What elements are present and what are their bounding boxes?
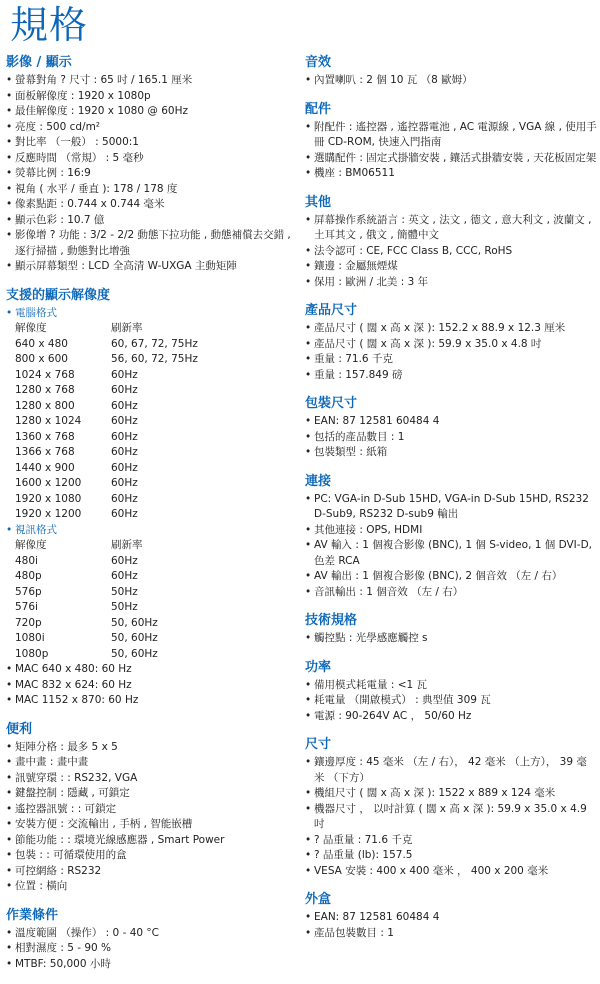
section-heading: 技術規格 (305, 613, 358, 628)
section-technical-specs (305, 612, 597, 647)
spec-item: • 顯示色彩 : 10.7 億 (6, 213, 294, 229)
table-row (15, 414, 198, 430)
cell-refresh: 50, 60Hz (111, 647, 158, 660)
spec-item: • 音訊輸出 : 1 個音效 （左 / 右） (305, 585, 597, 601)
cell-refresh: 50Hz (111, 585, 138, 598)
spec-item: • 溫度範圍 （操作） : 0 - 40 °C (6, 926, 294, 942)
section-misc (305, 194, 597, 291)
section-supported-resolutions (6, 287, 294, 709)
cell-resolution: 480i (15, 554, 38, 567)
cell-refresh: 60Hz (111, 384, 138, 396)
section-dimensions (305, 736, 597, 879)
table-row (15, 507, 198, 523)
table-row (15, 352, 198, 368)
spec-item: • 面板解像度 : 1920 x 1080p (6, 89, 294, 105)
spec-item: • 法令認可 : CE, FCC Class B, CCC, RoHS (305, 244, 597, 260)
spec-item: • 螢幕對角 ? 尺寸 : 65 吋 / 165.1 厘米 (6, 73, 294, 89)
table-row (15, 430, 198, 446)
section-heading: 其他 (305, 194, 332, 210)
cell-resolution: 1600 x 1200 (15, 477, 82, 489)
spec-item: • 熒幕比例 : 16:9 (6, 166, 294, 182)
spec-item: • 電源 : 90-264V AC ， 50/60 Hz (305, 709, 597, 725)
cell-resolution: 1024 x 768 (15, 368, 75, 381)
cell-refresh: 60Hz (111, 446, 138, 458)
spec-item: • 對比率 （一般） : 5000:1 (6, 135, 294, 151)
table-row (15, 383, 198, 399)
pc-formats-label: • 電腦格式 (6, 306, 294, 322)
page-title: 規格 (10, 3, 89, 47)
section-heading: 連接 (305, 473, 332, 489)
table-row (15, 600, 158, 616)
pc-resolution-table (15, 321, 198, 523)
column-header: 解像度 (15, 322, 47, 334)
table-row (15, 445, 198, 461)
spec-item: • 鑲邊 : 金屬無煙煤 (305, 259, 597, 275)
table-row (15, 492, 198, 508)
spec-item: • 屏幕操作系統語言 : 英文 , 法文 , 德文 , 意大利文 , 波蘭文 , 土耳其文 , 俄文 , 簡體中文 (305, 213, 597, 244)
table-row (15, 647, 158, 663)
section-power (305, 659, 597, 725)
section-heading: 功率 (305, 659, 332, 675)
spec-item: • ? 品重量 (lb): 157.5 (305, 848, 597, 864)
spec-item: • 備用模式耗電量 : <1 瓦 (305, 678, 597, 694)
spec-item: • 相對濕度 : 5 - 90 % (6, 941, 294, 957)
spec-item: • MAC 832 x 624: 60 Hz (6, 678, 294, 694)
section-packaging (305, 395, 597, 461)
cell-refresh: 60Hz (111, 415, 138, 427)
section-heading: 便利 (6, 721, 33, 737)
section-audio (305, 54, 597, 89)
cell-refresh: 60Hz (111, 492, 138, 505)
spec-item: • 觸控點 : 光學感應觸控 s (305, 631, 597, 647)
cell-refresh: 60Hz (111, 399, 138, 412)
cell-refresh: 60Hz (111, 430, 138, 443)
table-row (15, 368, 198, 384)
spec-item: • 重量 : 71.6 千克 (305, 352, 597, 368)
spec-item: • 耗電量 （開啟模式） : 典型值 309 瓦 (305, 693, 597, 709)
spec-item: • 機座 : BM06511 (305, 166, 597, 182)
spec-item: • EAN: 87 12581 60484 4 (305, 910, 597, 926)
cell-resolution: 1366 x 768 (15, 446, 75, 458)
cell-refresh: 60Hz (111, 570, 138, 582)
video-resolution-table (15, 538, 158, 662)
cell-resolution: 640 x 480 (15, 337, 68, 350)
spec-item: • 亮度 : 500 cd/m² (6, 120, 294, 136)
spec-item: • 包裝 : : 可循環使用的盒 (6, 848, 294, 864)
cell-resolution: 720p (15, 616, 42, 629)
cell-resolution: 1280 x 1024 (15, 415, 82, 427)
spec-item: • 保用 : 歐洲 / 北美 : 3 年 (305, 275, 597, 291)
spec-item: • VESA 安裝 : 400 x 400 毫米 ， 400 x 200 毫米 (305, 864, 597, 880)
spec-item: • 可控網絡 : RS232 (6, 864, 294, 880)
section-heading: 影像 / 顯示 (6, 55, 72, 70)
spec-item: • 最佳解像度 : 1920 x 1080 @ 60Hz (6, 104, 294, 120)
section-outer-box (305, 891, 597, 941)
spec-item: • 鑲邊厚度 : 45 毫米 （左 / 右）， 42 毫米 （上方）， 39 毫米 （下方） (305, 755, 597, 786)
table-row (15, 337, 198, 353)
spec-item: • 重量 : 157.849 磅 (305, 368, 597, 384)
table-row (15, 554, 158, 570)
spec-item: • 遙控器訊號 : : 可鎖定 (6, 802, 294, 818)
spec-item: • 像素點距 : 0.744 x 0.744 毫米 (6, 197, 294, 213)
cell-resolution: 1440 x 900 (15, 461, 75, 474)
section-accessories (305, 101, 597, 182)
section-heading: 尺寸 (305, 737, 332, 752)
cell-resolution: 1360 x 768 (15, 430, 75, 443)
cell-resolution: 576p (15, 585, 42, 598)
cell-resolution: 1080p (15, 647, 49, 660)
section-heading: 包裝尺寸 (305, 396, 358, 411)
cell-resolution: 480p (15, 570, 42, 582)
spec-item: • 機器尺寸 ， 以吋計算 ( 闊 x 高 x 深 ): 59.9 x 35.0 x 4.9 吋 (305, 802, 597, 833)
section-product-dimensions (305, 302, 597, 383)
table-row (15, 461, 198, 477)
spec-item: • 產品尺寸 ( 闊 x 高 x 深 ): 152.2 x 88.9 x 12.3 厘米 (305, 321, 597, 337)
column-header: 解像度 (15, 539, 47, 551)
cell-refresh: 50, 60Hz (111, 632, 158, 644)
column-header: 刷新率 (111, 322, 143, 334)
table-row (15, 616, 158, 632)
section-heading: 支援的顯示解像度 (6, 287, 111, 303)
spec-item: • 顯示屏幕類型 : LCD 全高清 W-UXGA 主動矩陣 (6, 259, 294, 275)
cell-resolution: 1920 x 1080 (15, 492, 82, 505)
cell-refresh: 60, 67, 72, 75Hz (111, 337, 198, 350)
section-heading: 作業條件 (6, 907, 59, 923)
cell-refresh: 60Hz (111, 508, 138, 520)
table-header-row (15, 321, 198, 337)
section-connectivity (305, 473, 597, 601)
spec-item: • MTBF: 50,000 小時 (6, 957, 294, 973)
spec-item: • 訊號穿環 : : RS232, VGA (6, 771, 294, 787)
video-formats-label: • 視訊格式 (6, 523, 294, 539)
cell-refresh: 56, 60, 72, 75Hz (111, 353, 198, 365)
section-operating-conditions (6, 907, 294, 973)
cell-refresh: 60Hz (111, 477, 138, 489)
spec-item: • 鍵盤控制 : 隱藏 , 可鎖定 (6, 786, 294, 802)
spec-item: • 其他連接 : OPS, HDMI (305, 523, 597, 539)
table-row (15, 631, 158, 647)
spec-item: • 安裝方便 : 交流輸出 , 手柄 , 智能嵌槽 (6, 817, 294, 833)
spec-item: • 包裝類型 : 紙箱 (305, 445, 597, 461)
cell-resolution: 576i (15, 601, 38, 613)
cell-resolution: 800 x 600 (15, 353, 68, 365)
table-row (15, 399, 198, 415)
spec-item: • 視角 ( 水平 / 垂直 ): 178 / 178 度 (6, 182, 294, 198)
cell-resolution: 1080i (15, 632, 45, 644)
cell-refresh: 60Hz (111, 554, 138, 567)
cell-refresh: 50, 60Hz (111, 616, 158, 629)
spec-item: • 機組尺寸 ( 闊 x 高 x 深 ): 1522 x 889 x 124 毫米 (305, 786, 597, 802)
section-heading: 音效 (305, 55, 332, 70)
spec-item: • 附配件 : 遙控器 , 遙控器電池 , AC 電源線 , VGA 線 , 使用手冊 CD-ROM, 快速入門指南 (305, 120, 597, 151)
spec-item: • 節能功能 : : 環境光線感應器 , Smart Power (6, 833, 294, 849)
section-convenience (6, 721, 294, 895)
spec-item: • 包括的產品數目 : 1 (305, 430, 597, 446)
cell-resolution: 1280 x 768 (15, 384, 75, 396)
cell-resolution: 1920 x 1200 (15, 508, 82, 520)
table-row (15, 585, 158, 601)
section-heading: 配件 (305, 101, 332, 117)
spec-item: • ? 品重量 : 71.6 千克 (305, 833, 597, 849)
table-header-row (15, 538, 158, 554)
spec-item: • AV 輸出 : 1 個複合影像 (BNC), 2 個音效 （左 / 右） (305, 569, 597, 585)
left-column (6, 54, 294, 984)
cell-refresh: 60Hz (111, 368, 138, 381)
section-heading: 產品尺寸 (305, 303, 358, 318)
cell-resolution: 1280 x 800 (15, 399, 75, 412)
spec-item: • 位置 : 橫向 (6, 879, 294, 895)
section-heading: 外盒 (305, 892, 332, 907)
cell-refresh: 60Hz (111, 461, 138, 474)
cell-refresh: 50Hz (111, 601, 138, 613)
spec-item: • 產品包裝數目 : 1 (305, 926, 597, 942)
spec-item: • EAN: 87 12581 60484 4 (305, 414, 597, 430)
spec-item: • PC: VGA-in D-Sub 15HD, VGA-in D-Sub 15HD, RS232 D-Sub9, RS232 D-sub9 輸出 (305, 492, 597, 523)
spec-item: • AV 輸入 : 1 個複合影像 (BNC), 1 個 S-video, 1 個 DVI-D, 色差 RCA (305, 538, 597, 569)
table-row (15, 476, 198, 492)
spec-item: • 畫中畫 : 畫中畫 (6, 755, 294, 771)
spec-item: • 矩陣分格 : 最多 5 x 5 (6, 740, 294, 756)
spec-item: • 產品尺寸 ( 闊 x 高 x 深 ): 59.9 x 35.0 x 4.8 吋 (305, 337, 597, 353)
column-header: 刷新率 (111, 539, 143, 551)
section-display (6, 54, 294, 275)
spec-item: • MAC 640 x 480: 60 Hz (6, 662, 294, 678)
table-row (15, 569, 158, 585)
spec-item: • MAC 1152 x 870: 60 Hz (6, 693, 294, 709)
spec-item: • 反應時間 （常規） : 5 毫秒 (6, 151, 294, 167)
spec-item: • 內置喇叭 : 2 個 10 瓦 （8 歐姆） (305, 73, 597, 89)
spec-item: • 選購配件 : 固定式掛牆安裝 , 鑲活式掛牆安裝 , 天花板固定架 (305, 151, 597, 167)
right-column (305, 54, 597, 953)
spec-item: • 影像增 ? 功能 : 3/2 - 2/2 動態下拉功能 , 動態補償去交錯 , 逐行掃描 , 動態對比增強 (6, 228, 294, 259)
